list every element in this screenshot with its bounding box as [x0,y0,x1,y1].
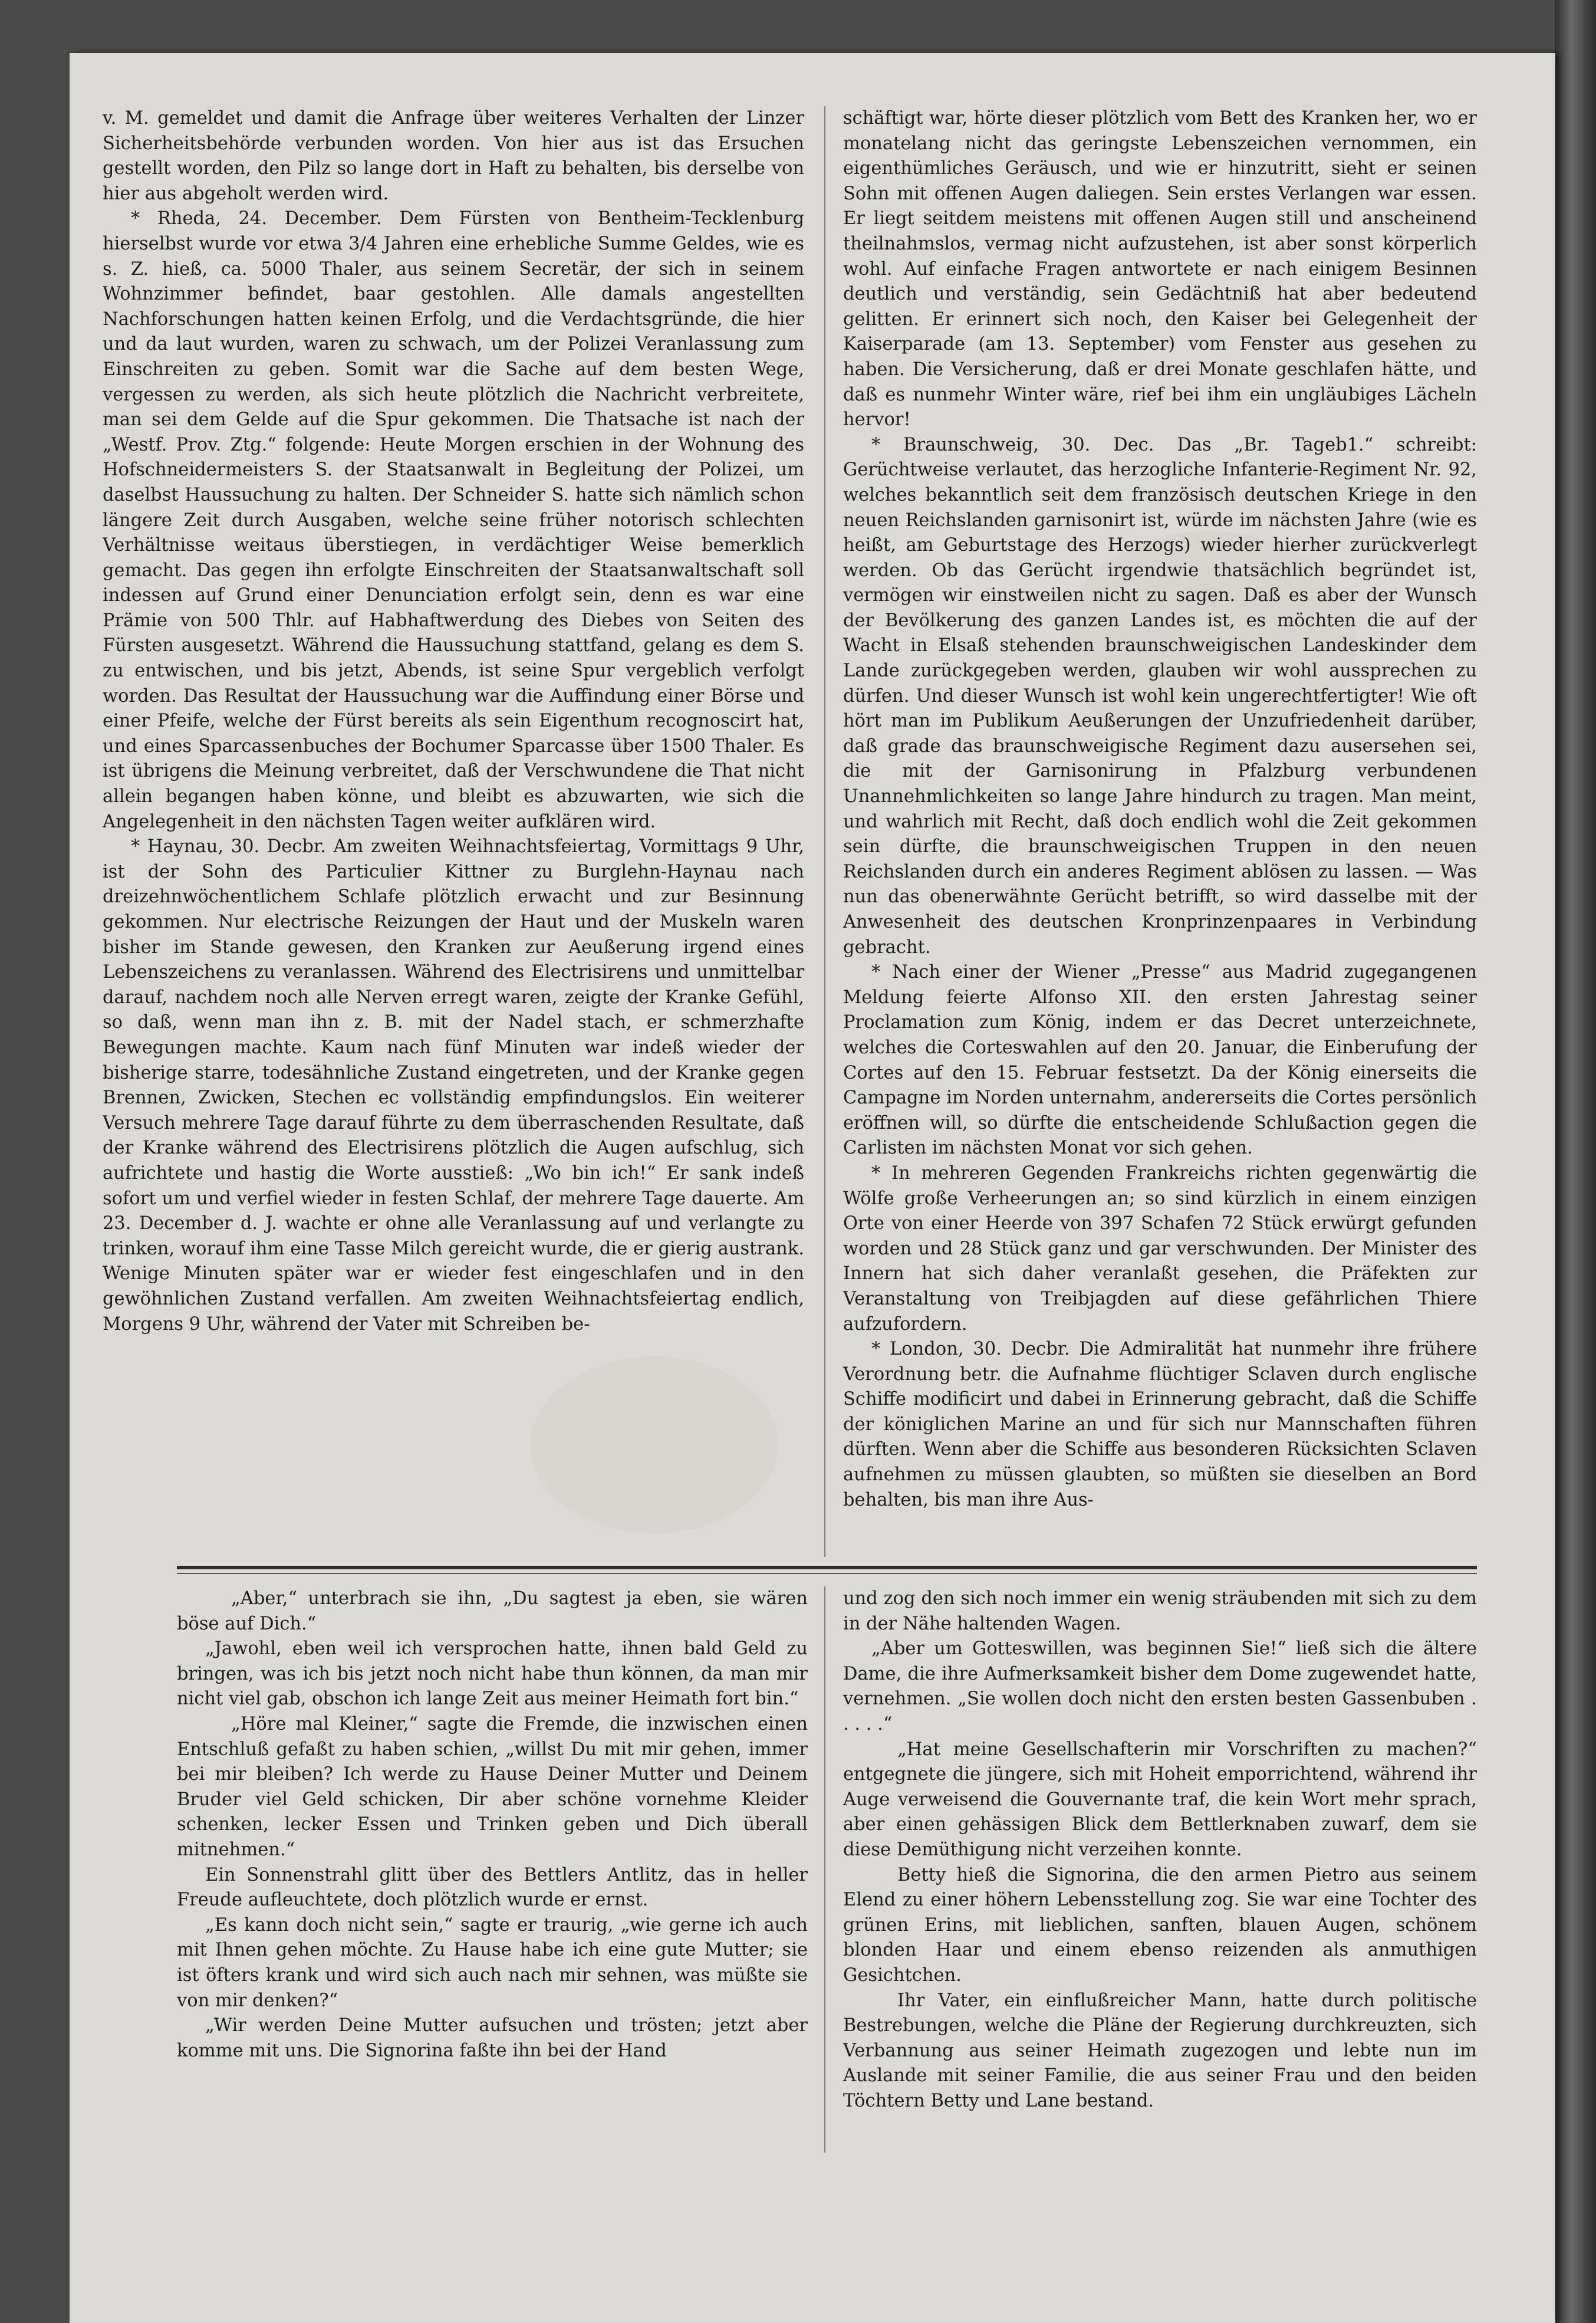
paper-stain [531,1356,778,1533]
news-item-madrid: * Nach einer der Wiener „Presse“ aus Madrid zugegangenen Meldung feierte Alfonso XII. den ersten Jahrestag seiner Proclamation zum König, indem er das Decret unterzeichnete, welches die Corteswahlen auf den 20. Januar, die Einberufung der Cortes auf den 15. Februar festsetzt. Da der König einerseits die Campagne im Norden unternahm, andererseits die Cortes persönlich eröffnen will, so dürfte die entscheidende Schlußaction gegen die Carlisten im nächsten Monat vor sich gehen. [843,962,1477,1159]
feuilleton-column-left [177,1586,808,2064]
story-paragraph: „Höre mal Kleiner,“ sagte die Fremde, die inzwischen einen Entschluß gefaßt zu haben schien, „willst Du mit mir gehen, immer bei mir bleiben? Ich werde zu Hause Deiner Mutter und Deinem Bruder viel Geld schicken, Dir aber schöne vornehme Kleider schenken, lecker Essen und Trinken geben und Dich überall mitnehmen.“ [177,1713,808,1860]
story-paragraph: „Wir werden Deine Mutter aufsuchen und trösten; jetzt aber komme mit uns. Die Signorina faßte ihn bei der Hand [177,2015,808,2061]
story-paragraph: Ein Sonnenstrahl glitt über des Bettlers Antlitz, das in heller Freude aufleuchtete, doch plötzlich wurde er ernst. [177,1864,808,1911]
story-paragraph: Betty hieß die Signorina, die den armen Pietro aus seinem Elend zu einer höhern Lebensstellung zog. Sie war eine Tochter des grünen Erins, mit lieblichen, sanften, blauen Augen, schönem blonden Haar und einem ebenso reizenden als anmuthigen Gesichtchen. [843,1864,1477,1986]
column-divider [824,1586,825,2153]
feuilleton-column-right [843,1586,1477,2114]
story-paragraph: Ihr Vater, ein einflußreicher Mann, hatte durch politische Bestrebungen, welche die Pläne der Regierung durchkreuzten, sich Verbannung aus seiner Heimath zugezogen und lebte nun im Auslande mit seiner Familie, die aus seiner Frau und den beiden Töchtern Betty und Lane bestand. [843,1990,1477,2111]
story-paragraph: und zog den sich noch immer ein wenig sträubenden mit sich zu dem in der Nähe haltenden Wagen. [843,1588,1477,1634]
news-item-london: * London, 30. Decbr. Die Admiralität hat nunmehr ihre frühere Verordnung betr. die Aufnahme flüchtiger Sclaven durch englische Schiffe modificirt und dabei in Erinnerung gebracht, daß die Schiffe der königlichen Marine an und für sich nur Mannschaften führen dürften. Wenn aber die Schiffe aus besonderen Rücksichten Sclaven aufnehmen zu müssen glaubten, so müßten sie dieselben an Bord behalten, bis man ihre Aus- [843,1339,1477,1510]
news-item-haynau: * Haynau, 30. Decbr. Am zweiten Weihnachtsfeiertag, Vormittags 9 Uhr, ist der Sohn des Particulier Kittner zu Burglehn-Haynau nach dreizehnwöchentlichem Schlafe plötzlich erwacht und zur Besinnung gekommen. Nur electrische Reizungen der Haut und der Muskeln waren bisher im Stande gewesen, den Kranken zur Aeußerung irgend eines Lebenszeichens zu veranlassen. Während des Electrisirens und unmittelbar darauf, nachdem noch alle Nerven erregt waren, zeigte der Kranke Gefühl, so daß, wenn man ihn z. B. mit der Nadel stach, er schmerzhafte Bewegungen machte. Kaum nach fünf Minuten war indeß wieder der bisherige starre, todesähnliche Zustand eingetreten, und der Kranke gegen Brennen, Zwicken, Stechen ec vollständig empfindungslos. Ein weiterer Versuch mehrere Tage darauf führte zu dem überraschenden Resultate, daß der Kranke während des Electrisirens plötzlich die Augen aufschlug, sich aufrichtete und hastig die Worte ausstieß: „Wo bin ich!“ Er sank indeß sofort um und verfiel wieder in festen Schlaf, der mehrere Tage dauerte. Am 23. December d. J. wachte er ohne alle Veranlassung auf und verlangte zu trinken, worauf ihm eine Tasse Milch gereicht wurde, die er gierig austrank. Wenige Minuten später war er wieder fest eingeschlafen und in den gewöhnlichen Zustand verfallen. Am zweiten Weihnachtsfeiertag endlich, Morgens 9 Uhr, während der Vater mit Schreiben be- [103,836,804,1335]
news-paragraph: v. M. gemeldet und damit die Anfrage über weiteres Verhalten der Linzer Sicherheitsbehörde verbunden worden. Von hier aus ist das Ersuchen gestellt worden, den Pilz so lange dort in Haft zu behalten, bis derselbe von hier aus abgeholt werden wird. [103,108,804,204]
news-column-right [843,106,1477,1513]
column-divider [824,106,825,1557]
section-divider-thick [177,1566,1477,1569]
news-item-rheda: * Rheda, 24. December. Dem Fürsten von Bentheim-Tecklenburg hierselbst wurde vor etwa 3/4 Jahren eine erhebliche Summe Geldes, wie es s. Z. hieß, ca. 5000 Thaler, aus seinem Secretär, der sich in seinem Wohnzimmer befindet, baar gestohlen. Alle damals angestellten Nachforschungen hatten keinen Erfolg, und die Verdachtsgründe, die hier und da laut wurden, waren zu schwach, um der Polizei Veranlassung zum Einschreiten zu geben. Somit war die Sache auf dem besten Wege, vergessen zu werden, als sich heute plötzlich die Nachricht verbreitete, man sei dem Gelde auf die Spur gekommen. Die Thatsache ist nach der „Westf. Prov. Ztg.“ folgende: Heute Morgen erschien in der Wohnung des Hofschneidermeisters S. der Staatsanwalt in Begleitung der Polizei, um daselbst Haussuchung zu halten. Der Schneider S. hatte sich nämlich schon längere Zeit durch Ausgaben, welche seine früher notorisch schlechten Verhältnisse weitaus überstiegen, in verdächtiger Weise bemerklich gemacht. Das gegen ihn erfolgte Einschreiten der Staatsanwaltschaft soll indessen auf Grund einer Denunciation erfolgt sein, denn es war eine Prämie von 500 Thlr. auf Habhaftwerdung des Diebes von Seiten des Fürsten ausgesetzt. Während die Haussuchung stattfand, gelang es dem S. zu entwischen, und bis jetzt, Abends, ist seine Spur vergeblich verfolgt worden. Das Resultat der Haussuchung war die Auffindung einer Börse und einer Pfeife, welche der Fürst bereits als sein Eigenthum recognoscirt hat, und eines Sparcassenbuches der Bochumer Sparcasse über 1500 Thaler. Es ist übrigens die Meinung verbreitet, daß der Verschwundene die That nicht allein begangen haben könne, und bleibt es abzuwarten, wie sich die Angelegenheit in den nächsten Tagen weiter aufklären wird. [103,208,804,832]
news-paragraph: schäftigt war, hörte dieser plötzlich vom Bett des Kranken her, wo er monatelang nicht das geringste Lebenszeichen vernommen, ein eigenthümliches Geräusch, und wie er hinzutritt, sieht er seinen Sohn mit offenen Augen daliegen. Sein erstes Verlangen war essen. Er liegt seitdem meistens mit offenen Augen still und anscheinend theilnahmslos, vermag nicht aufzustehen, ist aber sonst körperlich wohl. Auf einfache Fragen antwortete er nach einigem Besinnen deutlich und verständig, sein Gedächtniß hat aber bedeutend gelitten. Er erinnert sich noch, den Kaiser bei Gelegenheit der Kaiserparade (am 13. September) vom Fenster aus gesehen zu haben. Die Versicherung, daß er drei Monate geschlafen hätte, und daß es nunmehr Winter wäre, rief bei ihm ein ungläubiges Lächeln hervor! [843,108,1477,431]
news-item-braunschweig: * Braunschweig, 30. Dec. Das „Br. Tageb1.“ schreibt: Gerüchtweise verlautet, das herzogliche Infanterie-Regiment Nr. 92, welches bekanntlich seit dem französisch deutschen Kriege in den neuen Reichslanden garnisonirt ist, würde im nächsten Jahre (wie es heißt, am Geburtstage des Herzogs) wieder hierher zurückverlegt werden. Ob das Gerücht irgendwie thatsächlich begründet ist, vermögen wir einstweilen nicht zu sagen. Daß es aber der Wunsch der Bevölkerung des ganzen Landes ist, es möchten die auf der Wacht in Elsaß stehenden braunschweigischen Landeskinder dem Lande zurückgegeben werden, glauben wir wohl aussprechen zu dürfen. Und dieser Wunsch ist wohl kein ungerechtfertigter! Wie oft hört man im Publikum Aeußerungen der Unzufriedenheit darüber, daß grade das braunschweigische Regiment dazu ausersehen sei, die mit der Garnisonirung in Pfalzburg verbundenen Unannehmlichkeiten so lange Jahre hindurch zu tragen. Man meint, und wahrlich mit Recht, daß doch endlich wohl die Zeit gekommen sein dürfte, die braunschweigischen Truppen in den neuen Reichslanden durch ein anderes Regiment ablösen zu lassen. — Was nun das obenerwähnte Gerücht betrifft, so wird dasselbe mit der Anwesenheit des deutschen Kronprinzenpaares in Verbindung gebracht. [843,434,1477,958]
story-paragraph: „Jawohl, eben weil ich versprochen hatte, ihnen bald Geld zu bringen, was ich bis jetzt noch nicht habe thun können, da man mir nicht viel gab, obschon ich lange Zeit aus meiner Heimath fort bin.“ [177,1638,808,1710]
news-item-frankreich: * In mehreren Gegenden Frankreichs richten gegenwärtig die Wölfe große Verheerungen an; so sind kürzlich in einem einzigen Orte von einer Heerde von 397 Schafen 72 Stück erwürgt gefunden worden und 28 Stück ganz und gar verschwunden. Der Minister des Innern hat sich daher veranlaßt gesehen, die Präfekten zur Veranstaltung von Treibjagden auf diese gefährlichen Thiere aufzufordern. [843,1162,1477,1335]
story-paragraph: „Hat meine Gesellschafterin mir Vorschriften zu machen?“ entgegnete die jüngere, sich mit Hoheit emporrichtend, während ihr Auge verweisend die Gouvernante traf, die kein Wort mehr sprach, aber einen gehässigen Blick dem Bettlerknaben zuwarf, dem sie diese Demüthigung nicht verzeihen konnte. [843,1739,1477,1860]
story-paragraph: „Aber um Gotteswillen, was beginnen Sie!“ ließ sich die ältere Dame, die ihre Aufmerksamkeit bisher dem Dome zugewendet hatte, vernehmen. „Sie wollen doch nicht den ersten besten Gassenbuben . . . . .“ [843,1638,1477,1734]
story-paragraph: „Es kann doch nicht sein,“ sagte er traurig, „wie gerne ich auch mit Ihnen gehen möchte. Zu Hause habe ich eine gute Mutter; sie ist öfters krank und wird sich auch nach mir sehnen, was müßte sie von mir denken?“ [177,1914,808,2011]
book-spine-edge [1555,0,1596,2323]
news-column-left [103,106,804,1337]
story-paragraph: „Aber,“ unterbrach sie ihn, „Du sagtest ja eben, sie wären böse auf Dich.“ [177,1588,808,1634]
section-divider-thin [177,1573,1477,1574]
